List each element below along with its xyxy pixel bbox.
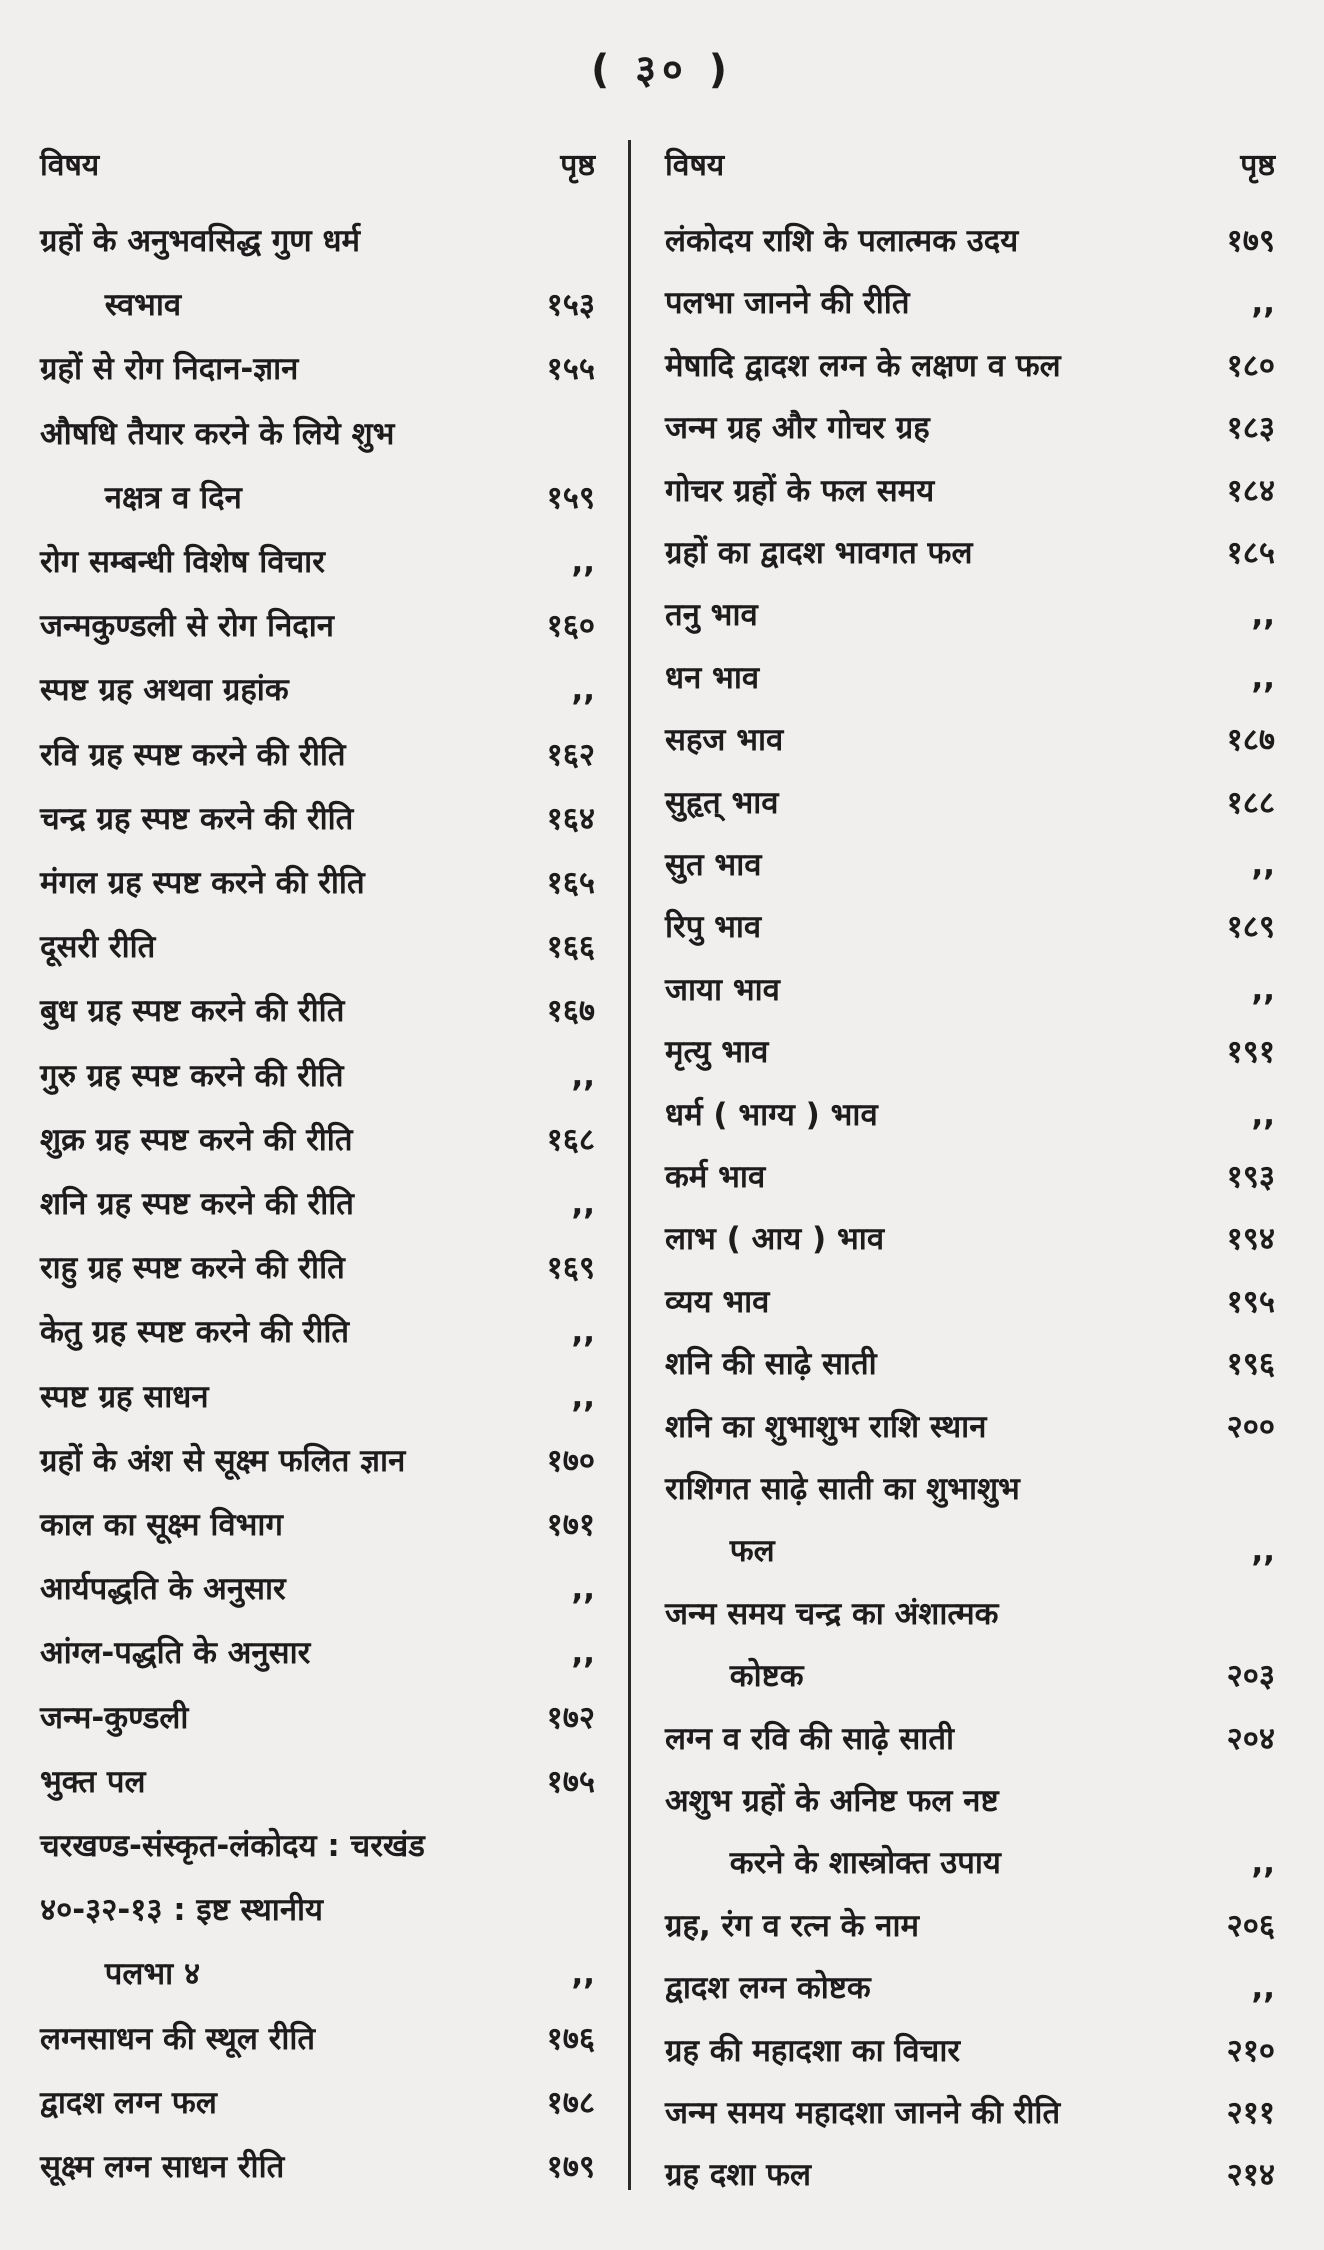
toc-entry-title: मंगल ग्रह स्पष्ट करने की रीति [40,865,365,901]
toc-entry-page: १७१ [546,1507,595,1543]
toc-entry-title: ग्रह दशा फल [665,2157,812,2194]
toc-entry-page: १९५ [1226,1283,1275,1320]
toc-entry-page: ,, [571,1057,595,1094]
toc-entry-title: कर्म भाव [665,1159,766,1195]
toc-entry-title: लंकोदय राशि के पलात्मक उदय [665,223,1019,259]
toc-entry-page: ,, [1251,1096,1275,1133]
header-page: पृष्ठ [1240,148,1275,183]
toc-entry-title: सहज भाव [665,722,784,759]
toc-entry-title: रवि ग्रह स्पष्ट करने की रीति [40,736,346,773]
toc-entry-title: लाभ ( आय ) भाव [665,1221,885,1258]
toc-entry-page: ,, [1251,1970,1275,2007]
toc-entry-page: १९४ [1226,1221,1275,1258]
toc-entry-page: १६५ [546,865,595,901]
toc-entry-page: २०६ [1226,1907,1275,1944]
toc-entry-page: १६८ [546,1121,595,1158]
toc-entry-title: जाया भाव [665,971,780,1008]
toc-entry-title: धर्म ( भाग्य ) भाव [665,1096,878,1133]
toc-entry-page: ,, [1251,285,1275,322]
toc-entry-title: धन भाव [665,659,760,696]
toc-entry-page: १७९ [1226,223,1275,259]
toc-entry-title: सुत भाव [665,847,762,883]
toc-entry-title: आर्यपद्धति के अनुसार [40,1571,286,1608]
toc-entry-page: २०० [1226,1408,1275,1445]
column-divider [628,140,631,2190]
toc-entry-page: २११ [1226,2095,1275,2131]
toc-entry-page: १८५ [1226,535,1275,571]
toc-entry-page: १६२ [546,736,595,773]
toc-right-column [665,0,1275,2250]
toc-entry-page: १७२ [546,1699,595,1736]
toc-entry-title: ग्रहों के अंश से सूक्ष्म फलित ज्ञान [40,1442,406,1479]
toc-entry-title: ग्रह, रंग व रत्न के नाम [665,1907,920,1944]
toc-entry-title: ग्रहों के अनुभवसिद्ध गुण धर्म [40,223,361,259]
toc-entry-title: शनि का शुभाशुभ राशि स्थान [665,1408,987,1445]
toc-entry-page: १८७ [1226,722,1275,759]
toc-entry-title: केतु ग्रह स्पष्ट करने की रीति [40,1314,350,1351]
toc-entry-page: १९१ [1226,1034,1275,1071]
toc-entry-page: १७६ [546,2020,595,2057]
toc-entry-page: १९६ [1226,1346,1275,1383]
toc-entry-page: ,, [1251,1845,1275,1882]
toc-entry-title: स्पष्ट ग्रह साधन [40,1378,209,1415]
toc-entry-title: द्वादश लग्न फल [40,2084,217,2121]
toc-entry-page: १८४ [1226,472,1275,509]
toc-entry-page: १५५ [546,351,595,388]
toc-entry-title: सूक्ष्म लग्न साधन रीति [40,2149,285,2185]
toc-entry-title: चरखण्ड-संस्कृत-लंकोदय : चरखंड [40,1828,425,1864]
toc-entry-page: २१० [1226,2032,1275,2069]
toc-entry-title: गोचर ग्रहों के फल समय [665,472,935,509]
toc-entry-title: जन्म समय चन्द्र का अंशात्मक [665,1595,999,1632]
toc-entry-title: व्यय भाव [665,1283,770,1320]
toc-entry-page: ,, [571,1956,595,1993]
toc-entry-page: १६९ [546,1250,595,1287]
toc-entry-title: शनि की साढ़े साती [665,1346,877,1383]
toc-entry-title: मृत्यु भाव [665,1034,769,1071]
toc-entry-page: १७८ [546,2084,595,2121]
toc-entry-title: ग्रहों से रोग निदान-ज्ञान [40,351,299,388]
toc-entry-title: चन्द्र ग्रह स्पष्ट करने की रीति [40,800,354,837]
toc-entry-page: १७५ [546,1763,595,1800]
toc-entry-title: जन्मकुण्डली से रोग निदान [40,608,334,645]
toc-entry-title: पलभा ४ [40,1956,201,1993]
toc-entry-page: १७० [546,1442,595,1479]
toc-entry-page: २०४ [1226,1720,1275,1757]
toc-entry-title: गुरु ग्रह स्पष्ट करने की रीति [40,1057,344,1094]
toc-entry-page: १६४ [546,800,595,837]
toc-left-column [40,0,595,2250]
toc-entry-page: १८९ [1226,909,1275,946]
toc-entry-title: दूसरी रीति [40,929,156,966]
toc-entry-title: जन्म ग्रह और गोचर ग्रह [665,410,930,447]
toc-entry-title: जन्म-कुण्डली [40,1699,189,1736]
header-subject: विषय [40,148,100,183]
toc-entry-title: रोग सम्बन्धी विशेष विचार [40,544,325,580]
toc-entry-page: ,, [1251,597,1275,634]
toc-entry-page: १५३ [546,287,595,324]
page-number: ( ३० ) [590,47,733,93]
toc-entry-title: फल [665,1533,775,1570]
toc-entry-page: ,, [571,672,595,709]
toc-entry-title: राशिगत साढ़े साती का शुभाशुभ [665,1471,1020,1507]
toc-entry-page: ,, [571,1378,595,1415]
toc-entry-title: ४०-३२-१३ : इष्ट स्थानीय [40,1892,324,1929]
toc-entry-page: ,, [1251,659,1275,696]
toc-entry-title: भुक्त पल [40,1763,146,1800]
toc-entry-page: १६७ [546,993,595,1030]
toc-entry-page: १८० [1226,347,1275,384]
toc-entry-title: काल का सूक्ष्म विभाग [40,1507,283,1543]
header-subject: विषय [665,148,725,183]
toc-entry-page: ,, [571,1635,595,1672]
toc-entry-title: तनु भाव [665,597,758,634]
header-page: पृष्ठ [560,148,595,183]
toc-entry-page: ,, [571,1314,595,1351]
toc-entry-page: १६६ [546,929,595,966]
toc-entry-page: २०३ [1226,1658,1275,1695]
toc-entry-page: ,, [571,1186,595,1222]
toc-entry-title: आंग्ल-पद्धति के अनुसार [40,1635,311,1672]
toc-entry-title: ग्रह की महादशा का विचार [665,2032,961,2069]
toc-entry-page: २१४ [1226,2157,1275,2194]
toc-entry-page: १८३ [1226,410,1275,447]
toc-entry-page: ,, [1251,971,1275,1008]
toc-entry-title: औषधि तैयार करने के लिये शुभ [40,415,395,452]
toc-entry-title: जन्म समय महादशा जानने की रीति [665,2095,1061,2131]
toc-entry-title: शनि ग्रह स्पष्ट करने की रीति [40,1186,354,1222]
toc-entry-page: ,, [1251,847,1275,883]
toc-entry-title: शुक्र ग्रह स्पष्ट करने की रीति [40,1121,353,1158]
toc-entry-page: १९३ [1226,1159,1275,1195]
toc-entry-title: लग्न व रवि की साढ़े साती [665,1720,955,1757]
toc-entry-page: १६० [546,608,595,645]
toc-entry-title: नक्षत्र व दिन [40,479,242,516]
toc-entry-title: द्वादश लग्न कोष्टक [665,1970,871,2007]
toc-entry-page: १७९ [546,2149,595,2185]
toc-entry-title: करने के शास्त्रोक्त उपाय [665,1845,1001,1882]
toc-entry-page: १८८ [1226,784,1275,821]
toc-entry-page: १५९ [546,479,595,516]
toc-entry-title: बुध ग्रह स्पष्ट करने की रीति [40,993,345,1030]
toc-entry-title: लग्नसाधन की स्थूल रीति [40,2020,316,2057]
toc-entry-title: अशुभ ग्रहों के अनिष्ट फल नष्ट [665,1783,999,1819]
toc-entry-title: राहु ग्रह स्पष्ट करने की रीति [40,1250,345,1287]
toc-entry-title: कोष्टक [665,1658,804,1695]
toc-entry-title: ग्रहों का द्वादश भावगत फल [665,535,973,571]
toc-entry-page: ,, [571,1571,595,1608]
toc-entry-title: रिपु भाव [665,909,762,946]
toc-entry-title: स्पष्ट ग्रह अथवा ग्रहांक [40,672,289,709]
toc-entry-page: ,, [571,544,595,580]
toc-entry-page: ,, [1251,1533,1275,1570]
toc-entry-title: सुहृत् भाव [665,784,779,821]
toc-entry-title: स्वभाव [40,287,182,324]
toc-entry-title: पलभा जानने की रीति [665,285,910,322]
toc-entry-title: मेषादि द्वादश लग्न के लक्षण व फल [665,347,1061,384]
